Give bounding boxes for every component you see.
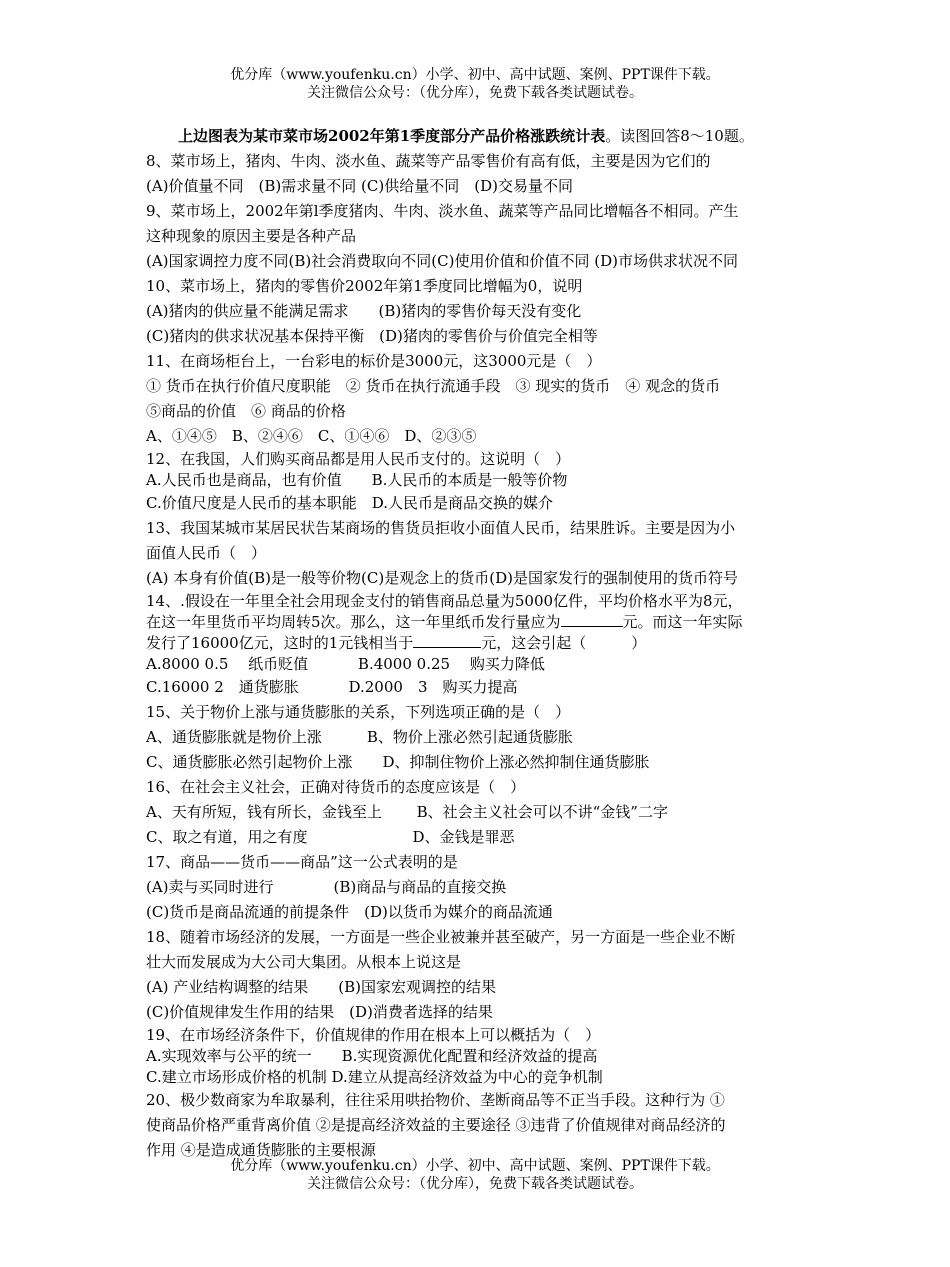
q14-options-1: A.8000 0.5 纸币贬值 B.4000 0.25 购买力降低 <box>146 655 545 673</box>
q14-stem-2 <box>146 612 816 633</box>
q14-stem-2a: 在这一年里货币平均周转5次。那么，这一年里纸币发行量应为 <box>146 613 561 631</box>
q11-options: A、①④⑤ B、②④⑥ C、①④⑥ D、②③⑤ <box>146 427 477 445</box>
q15-options-2: C、通货膨胀必然引起物价上涨 D、抑制住物价上涨必然抑制住通货膨胀 <box>146 753 650 771</box>
q15-stem: 15、关于物价上涨与通货膨胀的关系，下列选项正确的是（ ） <box>146 703 571 721</box>
q18-stem-1: 18、随着市场经济的发展，一方面是一些企业被兼并甚至破产，另一方面是一些企业不断 <box>146 928 736 946</box>
q20-line-1: 20、极少数商家为牟取暴利，往往采用哄抬物价、垄断商品等不正当手段。这种行为 ① <box>146 1091 725 1109</box>
question-content <box>146 124 816 1163</box>
q11-items-1: ① 货币在执行价值尺度职能 ② 货币在执行流通手段 ③ 现实的货币 ④ 观念的货币 <box>146 377 721 395</box>
q19-options-1: A.实现效率与公平的统一 B.实现资源优化配置和经济效益的提高 <box>146 1047 598 1065</box>
q14-stem-3b: 元，这会引起（ ） <box>481 634 647 652</box>
page-footer <box>0 1157 950 1193</box>
header-line-2: 关注微信公众号：（优分库），免费下载各类试题试卷。 <box>307 85 643 101</box>
intro-rest: 。读图回答8～10题。 <box>605 127 754 145</box>
q12-stem: 12、在我国，人们购买商品都是用人民币支付的。这说明（ ） <box>146 450 571 468</box>
q11-stem: 11、在商场柜台上，一台彩电的标价是3000元，这3000元是（ ） <box>146 352 602 370</box>
q10-options-2: (C)猪肉的供求状况基本保持平衡 (D)猪肉的零售价与价值完全相等 <box>146 327 598 345</box>
q12-options-2: C.价值尺度是人民币的基本职能 D.人民币是商品交换的媒介 <box>146 494 553 512</box>
intro-line <box>146 124 816 149</box>
q10-options-1: (A)猪肉的供应量不能满足需求 (B)猪肉的零售价每天没有变化 <box>146 302 582 320</box>
q14-stem-3a: 发行了16000亿元，这时的1元钱相当于 <box>146 634 414 652</box>
q17-options-1: (A)卖与买同时进行 (B)商品与商品的直接交换 <box>146 878 507 896</box>
q9-stem-2: 这种现象的原因主要是各种产品 <box>146 227 357 245</box>
q16-stem: 16、在社会主义社会，正确对待货币的态度应该是（ ） <box>146 778 526 796</box>
q18-options-2: (C)价值规律发生作用的结果 (D)消费者选择的结果 <box>146 1003 493 1021</box>
q18-options-1: (A) 产业结构调整的结果 (B)国家宏观调控的结果 <box>146 978 497 996</box>
q13-stem-2: 面值人民币（ ） <box>146 544 267 562</box>
q17-stem: 17、商品——货币——商品”这一公式表明的是 <box>146 853 458 871</box>
footer-line-2: 关注微信公众号：（优分库），免费下载各类试题试卷。 <box>307 1176 643 1192</box>
q16-options-1: A、天有所短，钱有所长，金钱至上 B、社会主义社会可以不讲“金钱”二字 <box>146 803 668 821</box>
q10-stem: 10、菜市场上，猪肉的零售价2002年第1季度同比增幅为0，说明 <box>146 277 583 295</box>
q9-options: (A)国家调控力度不同(B)社会消费取向不同(C)使用价值和价值不同 (D)市场供求状况不同 <box>146 252 738 270</box>
q14-stem-3 <box>146 633 816 654</box>
q19-stem: 19、在市场经济条件下，价值规律的作用在根本上可以概括为（ ） <box>146 1026 601 1044</box>
q8-stem: 8、菜市场上，猪肉、牛肉、淡水鱼、蔬菜等产品零售价有高有低，主要是因为它们的 <box>146 152 711 170</box>
page-header <box>0 66 950 102</box>
q13-stem-1: 13、我国某城市某居民状告某商场的售货员拒收小面值人民币，结果胜诉。主要是因为小 <box>146 519 736 537</box>
q13-options: (A) 本身有价值(B)是一般等价物(C)是观念上的货币(D)是国家发行的强制使用的货币符号 <box>146 569 738 587</box>
q14-options-2: C.16000 2 通货膨胀 D.2000 3 购买力提高 <box>146 678 518 696</box>
q14-blank-1 <box>561 612 623 627</box>
q20-line-3: 作用 ④是造成通货膨胀的主要根源 <box>146 1141 376 1159</box>
q14-blank-2 <box>413 633 481 648</box>
q19-options-2: C.建立市场形成价格的机制 D.建立从提高经济效益为中心的竞争机制 <box>146 1068 603 1086</box>
q14-stem-2b: 元。而这一年实际 <box>622 613 743 631</box>
footer-line-1: 优分库（www.youfenku.cn）小学、初中、高中试题、案例、PPT课件下载。 <box>230 1158 720 1174</box>
q9-stem-1: 9、菜市场上，2002年第l季度猪肉、牛肉、淡水鱼、蔬菜等产品同比增幅各不相同。产生 <box>146 202 739 220</box>
q8-options: (A)价值量不同 (B)需求量不同 (C)供给量不同 (D)交易量不同 <box>146 177 573 195</box>
q14-stem-1: 14、.假设在一年里全社会用现金支付的销售商品总量为5000亿件，平均价格水平为8元， <box>146 592 743 610</box>
q15-options-1: A、通货膨胀就是物价上涨 B、物价上涨必然引起通货膨胀 <box>146 728 573 746</box>
header-line-1: 优分库（www.youfenku.cn）小学、初中、高中试题、案例、PPT课件下载。 <box>230 67 720 83</box>
intro-bold: 上边图表为某市菜市场2002年第1季度部分产品价格涨跌统计表 <box>178 127 606 145</box>
q18-stem-2: 壮大而发展成为大公司大集团。从根本上说这是 <box>146 953 462 971</box>
q17-options-2: (C)货币是商品流通的前提条件 (D)以货币为媒介的商品流通 <box>146 903 553 921</box>
q12-options-1: A.人民币也是商品，也有价值 B.人民币的本质是一般等价物 <box>146 471 568 489</box>
q16-options-2: C、取之有道，用之有度 D、金钱是罪恶 <box>146 828 515 846</box>
q11-items-2: ⑤商品的价值 ⑥ 商品的价格 <box>146 402 346 420</box>
q20-line-2: 使商品价格严重背离价值 ②是提高经济效益的主要途径 ③违背了价值规律对商品经济的 <box>146 1116 726 1134</box>
